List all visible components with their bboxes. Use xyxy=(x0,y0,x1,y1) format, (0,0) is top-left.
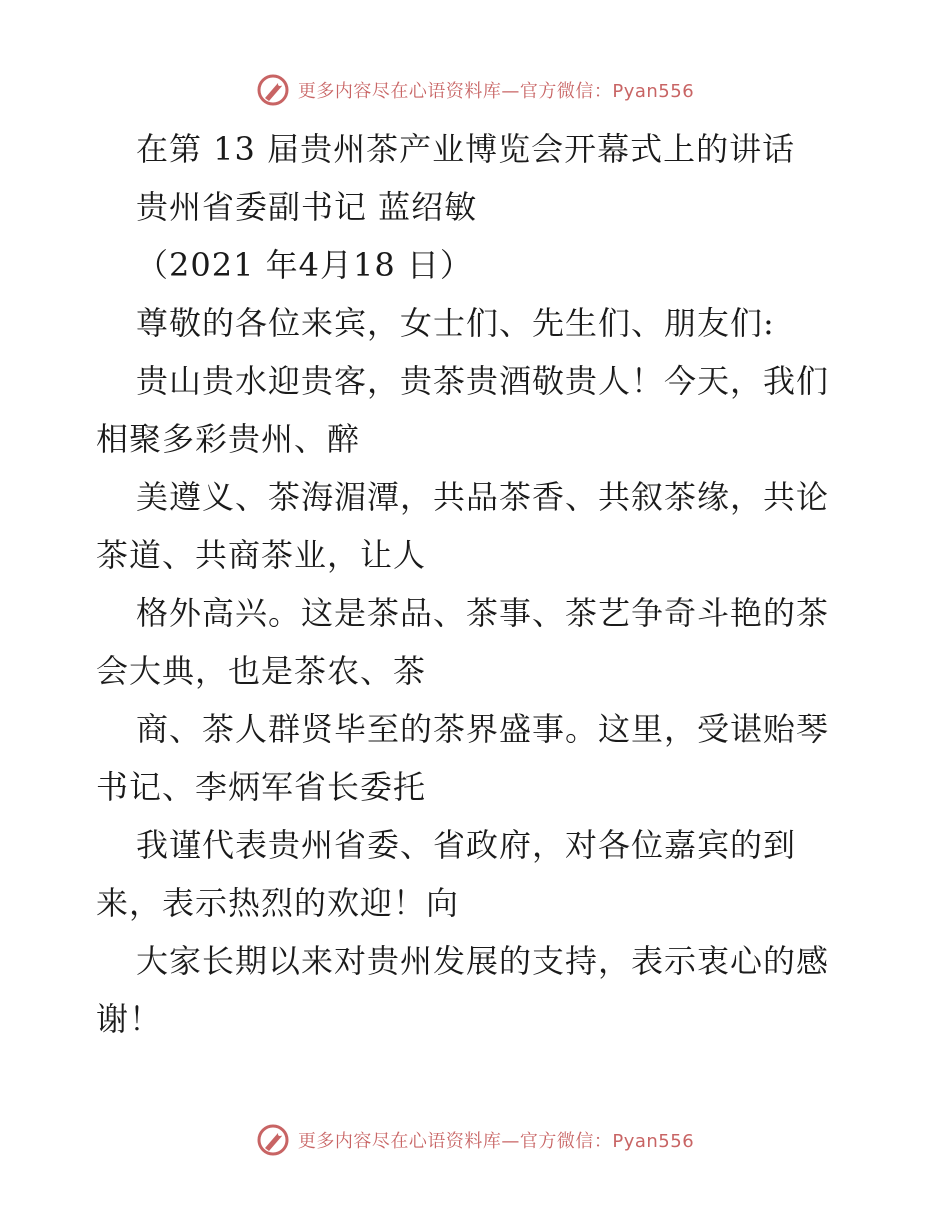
paragraph-line: 书记、李炳军省长委托 xyxy=(96,768,427,806)
pen-logo-icon xyxy=(256,1123,290,1157)
speech-title: 在第 13 届贵州茶产业博览会开幕式上的讲话 xyxy=(136,130,796,168)
watermark-text: 更多内容尽在心语资料库—官方微信：Pyan556 xyxy=(297,81,695,102)
speaker-line: 贵州省委副书记 蓝绍敏 xyxy=(136,188,478,226)
paragraph-line: 尊敬的各位来宾，女士们、先生们、朋友们: xyxy=(136,304,775,342)
paragraph-line: 会大典，也是茶农、茶 xyxy=(96,652,427,690)
header-watermark xyxy=(0,70,950,110)
paragraph-line: 格外高兴。这是茶品、茶事、茶艺争奇斗艳的茶 xyxy=(136,594,830,632)
paragraph-line: 美遵义、茶海湄潭，共品茶香、共叙茶缘，共论 xyxy=(136,478,830,516)
paragraph-line: 谢！ xyxy=(96,1000,163,1038)
watermark-text: 更多内容尽在心语资料库—官方微信：Pyan556 xyxy=(297,1131,695,1152)
speech-date: （2021 年4月18 日） xyxy=(136,246,473,284)
paragraph-line: 我谨代表贵州省委、省政府，对各位嘉宾的到 xyxy=(136,826,797,864)
document-body xyxy=(96,120,856,1048)
footer-watermark xyxy=(0,1120,950,1160)
paragraph-line: 商、茶人群贤毕至的茶界盛事。这里，受谌贻琴 xyxy=(136,710,830,748)
paragraph-line: 来，表示热烈的欢迎！向 xyxy=(96,884,460,922)
pen-logo-icon xyxy=(256,73,290,107)
paragraph-line: 大家长期以来对贵州发展的支持，表示衷心的感 xyxy=(136,942,830,980)
paragraph-line: 贵山贵水迎贵客，贵茶贵酒敬贵人！今天，我们 xyxy=(136,362,830,400)
paragraph-line: 相聚多彩贵州、醉 xyxy=(96,420,361,458)
paragraph-line: 茶道、共商茶业，让人 xyxy=(96,536,427,574)
